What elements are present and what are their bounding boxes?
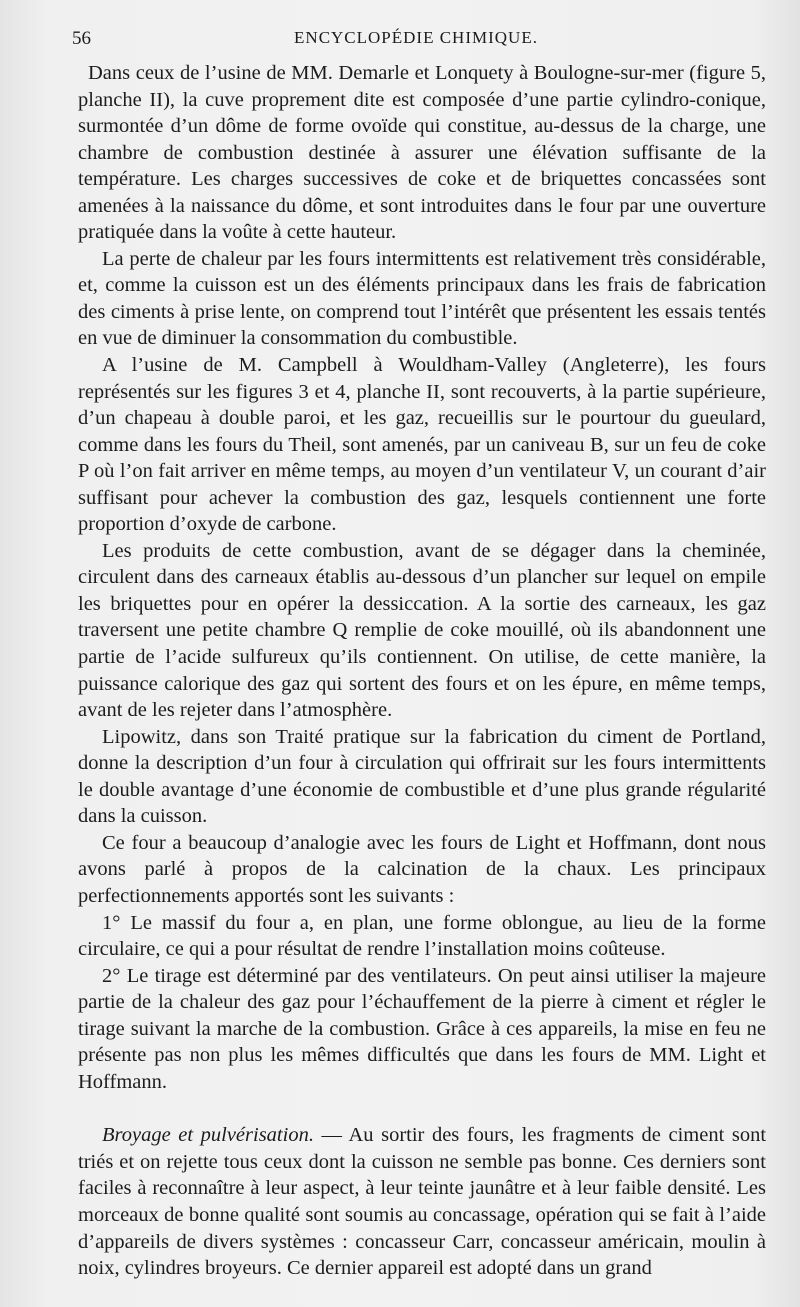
- paragraph-improvement-2: 2° Le tirage est déterminé par des ventilateurs. On peut ainsi utiliser la majeure partie de la chaleur des gaz pour l’échauffement de la pierre à ciment et régler le tirage suivant la marche de la combustion. Grâce à ces appareils, la mise en feu ne présente pas non plus les mêmes difficultés que dans les fours de MM. Light et Hoffmann.: [78, 964, 766, 1093]
- paragraph-lipowitz: Lipowitz, dans son Traité pratique sur la fabrication du ciment de Portland, donne la description d’un four à circulation qui offrirait sur les fours intermittents le double avantage d’une économie de combustible et d’une plus grande régularité dans la cuisson.: [78, 725, 766, 828]
- paragraph-demarle-lonquety-kiln: Dans ceux de l’usine de MM. Demarle et Lonquety à Boulogne-sur-mer (figure 5, planche II), la cuve proprement dite est composée d’une partie cylindro-conique, surmontée d’un dôme de forme ovoïde qui constitue, au-dessus de la charge, une chambre de combustion destinée à assurer une élévation suffisante de la température. Les charges successives de coke et de briquettes concassées sont amenées à la naissance du dôme, et sont introduites dans le four par une ouverture pratiquée dans la voûte à cette hauteur.: [78, 62, 766, 244]
- section-gap: [78, 1095, 766, 1122]
- paragraph-campbell-kiln: A l’usine de M. Campbell à Wouldham-Valley (Angleterre), les fours représentés sur les figures 3 et 4, planche II, sont recouverts, à la partie supérieure, d’un chapeau à double paroi, et les gaz, recueillis sur le pourtour du gueulard, comme dans les fours du Theil, sont amenés, par un caniveau B, sur un feu de coke P où l’on fait arriver en même temps, au moyen d’un ventilateur V, un courant d’air suffisant pour achever la combustion des gaz, lesquels contiennent une forte proportion d’oxyde de carbone.: [78, 354, 766, 536]
- body-text: [78, 60, 766, 1282]
- paragraph-improvement-1: 1° Le massif du four a, en plan, une forme oblongue, au lieu de la forme circulaire, ce qui a pour résultat de rendre l’installation moins coûteuse.: [78, 911, 766, 961]
- paragraph-grinding: [78, 1122, 766, 1281]
- page-number: 56: [72, 28, 91, 49]
- paragraph-heat-loss: La perte de chaleur par les fours intermittents est relativement très considérable, et, comme la cuisson est un des éléments principaux dans les frais de fabrication des ciments à prise lente, on comprend tout l’intérêt que présentent les essais tentés en vue de diminuer la consommation du combustible.: [78, 247, 766, 350]
- section-heading: Broyage et pulvérisation.: [102, 1124, 314, 1147]
- paragraph-light-hoffmann: Ce four a beaucoup d’analogie avec les fours de Light et Hoffmann, dont nous avons parlé à propos de la calcination de la chaux. Les principaux perfectionnements apportés sont les suivants :: [78, 831, 766, 907]
- running-head: [72, 28, 760, 52]
- paragraph-combustion-products: Les produits de cette combustion, avant de se dégager dans la cheminée, circulent dans des carneaux établis au-dessous d’un plancher sur lequel on empile les briquettes pour en opérer la dessiccation. A la sortie des carneaux, les gaz traversent une petite chambre Q remplie de coke mouillé, où ils abandonnent une partie de l’acide sulfureux qu’ils contiennent. On utilise, de cette manière, la puissance calorique des gaz qui sortent des fours et on les épure, en même temps, avant de les rejeter dans l’atmosphère.: [78, 539, 766, 722]
- section-text: — Au sortir des fours, les fragments de ciment sont triés et on rejette tous ceux dont la cuisson ne semble pas bonne. Ces derniers sont faciles à reconnaître à leur aspect, à leur teinte jaunâtre et à leur faible densité. Les morceaux de bonne qualité sont soumis au concassage, opération qui se fait à l’aide d’appareils de divers systèmes : concasseur Carr, concasseur américain, moulin à noix, cylindres broyeurs. Ce dernier appareil est adopté dans un grand: [78, 1124, 767, 1280]
- running-title: ENCYCLOPÉDIE CHIMIQUE.: [294, 28, 538, 47]
